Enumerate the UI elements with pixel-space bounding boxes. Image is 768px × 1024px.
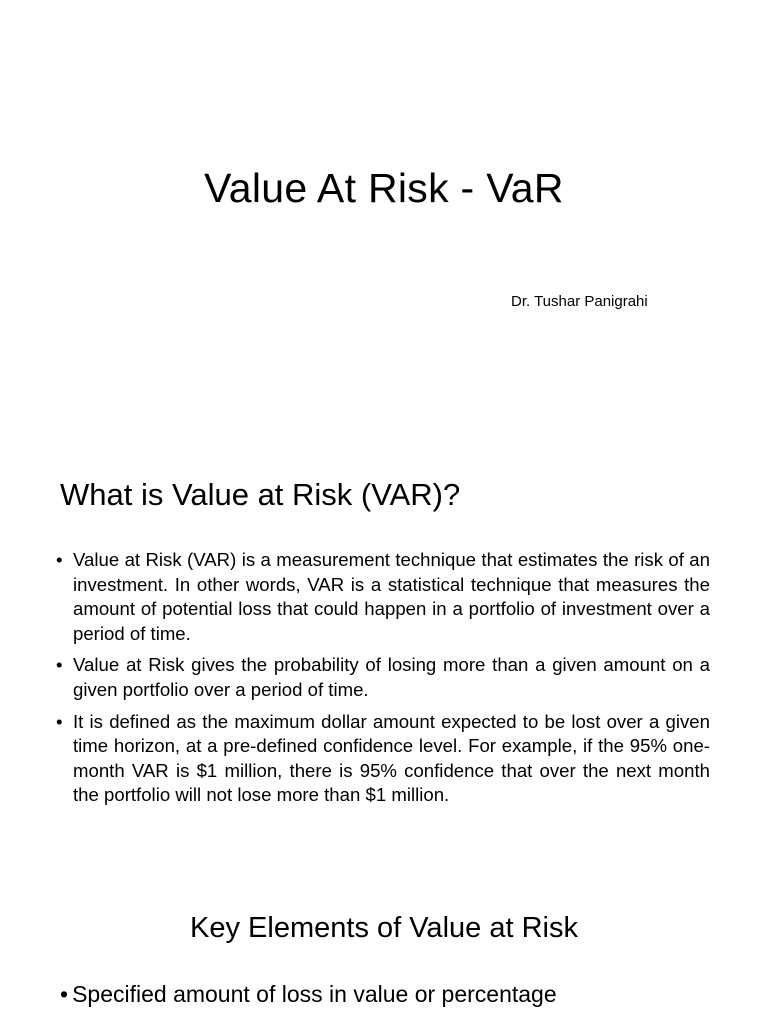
bullet-text: Value at Risk gives the probability of losing more than a given amount on a given portfolio over a period of time. [73,654,710,700]
slide-heading: Key Elements of Value at Risk [190,912,578,944]
bullet-item [56,548,710,646]
bullet-icon: • [56,549,63,570]
slide-title [0,0,768,432]
presentation-title: Value At Risk - VaR [204,165,564,211]
bullet-list [56,548,710,815]
bullet-item [56,653,710,702]
bullet-icon: • [56,654,63,676]
bullet-text: Value at Risk (VAR) is a measurement technique that estimates the risk of an investment. In other words, VAR is a statistical technique that measures the amount of potential loss that could happen in a portfolio of investment over a period of time. [73,549,710,644]
bullet-icon: • [60,981,69,1007]
bullet-text: Specified amount of loss in value or percentage [72,981,557,1007]
slide-key-elements [0,864,768,1024]
slide-heading: What is Value at Risk (VAR)? [60,477,461,512]
bullet-icon: • [56,710,63,732]
bullet-text: It is defined as the maximum dollar amount expected to be lost over a given time horizon, at a pre-defined confidence level. For example, if the 95% one-month VAR is $1 million, there is 95% confidence that over the next month the portfolio will not lose more than $1 million. [73,710,710,806]
author-name: Dr. Tushar Panigrahi [511,293,648,310]
bullet-item [56,710,710,808]
bullet-item [60,981,557,1008]
slide-what-is-var [0,432,768,864]
